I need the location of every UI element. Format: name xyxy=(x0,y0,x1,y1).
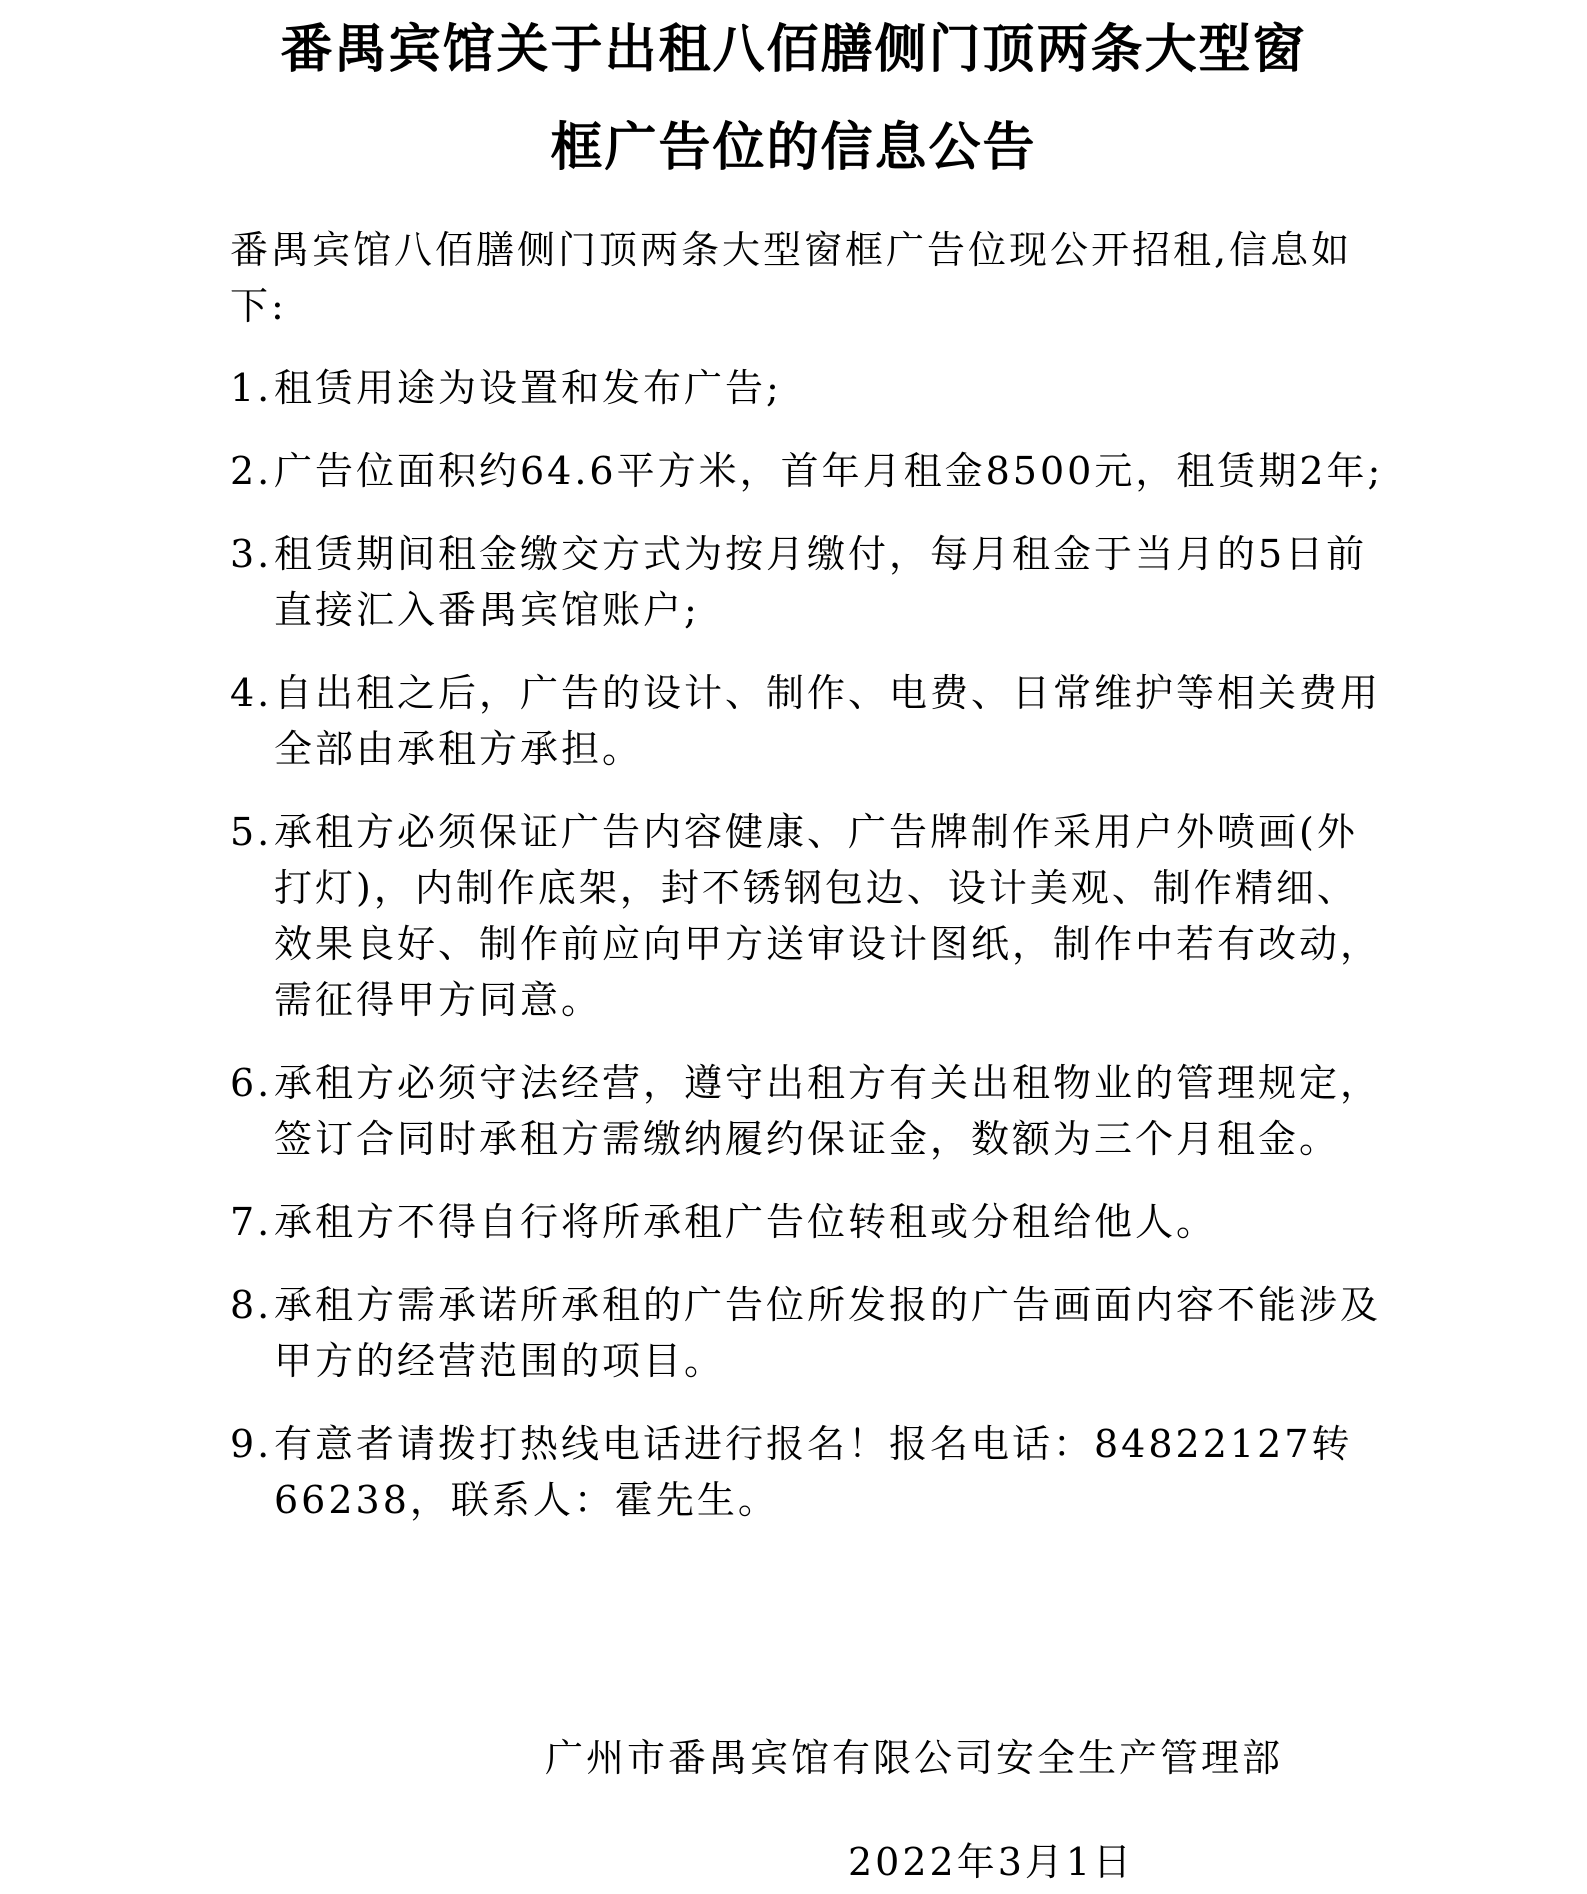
list-item xyxy=(230,1416,1390,1528)
list-item xyxy=(230,1277,1390,1389)
item-number: 4. xyxy=(230,671,273,715)
issuing-organization: 广州市番禺宾馆有限公司安全生产管理部 xyxy=(545,1736,1284,1780)
list-item xyxy=(230,443,1390,499)
issue-date: 2022年3月1日 xyxy=(848,1840,1135,1884)
item-text: 承租方必须保证广告内容健康、广告牌制作采用户外喷画(外打灯)，内制作底架，封不锈钢包边、设计美观、制作精细、效果良好、制作前应向甲方送审设计图纸，制作中若有改动，需征得甲方同意。 xyxy=(274,810,1382,1022)
item-number: 8. xyxy=(230,1283,273,1327)
item-number: 9. xyxy=(230,1422,273,1466)
intro-paragraph: 番禺宾馆八佰膳侧门顶两条大型窗框广告位现公开招租,信息如下: xyxy=(230,228,1353,328)
item-text: 承租方不得自行将所承租广告位转租或分租给他人。 xyxy=(274,1200,1218,1244)
item-number: 5. xyxy=(230,810,273,854)
item-text: 广告位面积约64.6平方米，首年月租金8500元，租赁期2年; xyxy=(274,449,1384,493)
item-number: 7. xyxy=(230,1200,273,1244)
item-text: 自出租之后，广告的设计、制作、电费、日常维护等相关费用全部由承租方承担。 xyxy=(274,671,1382,771)
page-title-line-1: 番禺宾馆关于出租八佰膳侧门顶两条大型窗 xyxy=(280,20,1307,80)
item-text: 承租方必须守法经营，遵守出租方有关出租物业的管理规定，签订合同时承租方需缴纳履约保证金，数额为三个月租金。 xyxy=(274,1061,1382,1161)
list-item xyxy=(230,526,1390,638)
item-number: 1. xyxy=(230,366,273,410)
item-text: 有意者请拨打热线电话进行报名！报名电话：84822127转66238，联系人：霍先生。 xyxy=(274,1422,1353,1522)
item-text: 租赁期间租金缴交方式为按月缴付，每月租金于当月的5日前直接汇入番禺宾馆账户; xyxy=(274,532,1368,632)
list-item xyxy=(230,804,1390,1028)
list-item xyxy=(230,1194,1390,1250)
terms-list xyxy=(230,360,1390,1555)
item-text: 承租方需承诺所承租的广告位所发报的广告画面内容不能涉及甲方的经营范围的项目。 xyxy=(274,1283,1382,1383)
list-item xyxy=(230,360,1390,416)
list-item xyxy=(230,1055,1390,1167)
item-number: 3. xyxy=(230,532,273,576)
list-item xyxy=(230,665,1390,777)
item-text: 租赁用途为设置和发布广告; xyxy=(274,366,782,410)
item-number: 6. xyxy=(230,1061,273,1105)
page-title-line-2: 框广告位的信息公告 xyxy=(550,118,1037,178)
item-number: 2. xyxy=(230,449,273,493)
